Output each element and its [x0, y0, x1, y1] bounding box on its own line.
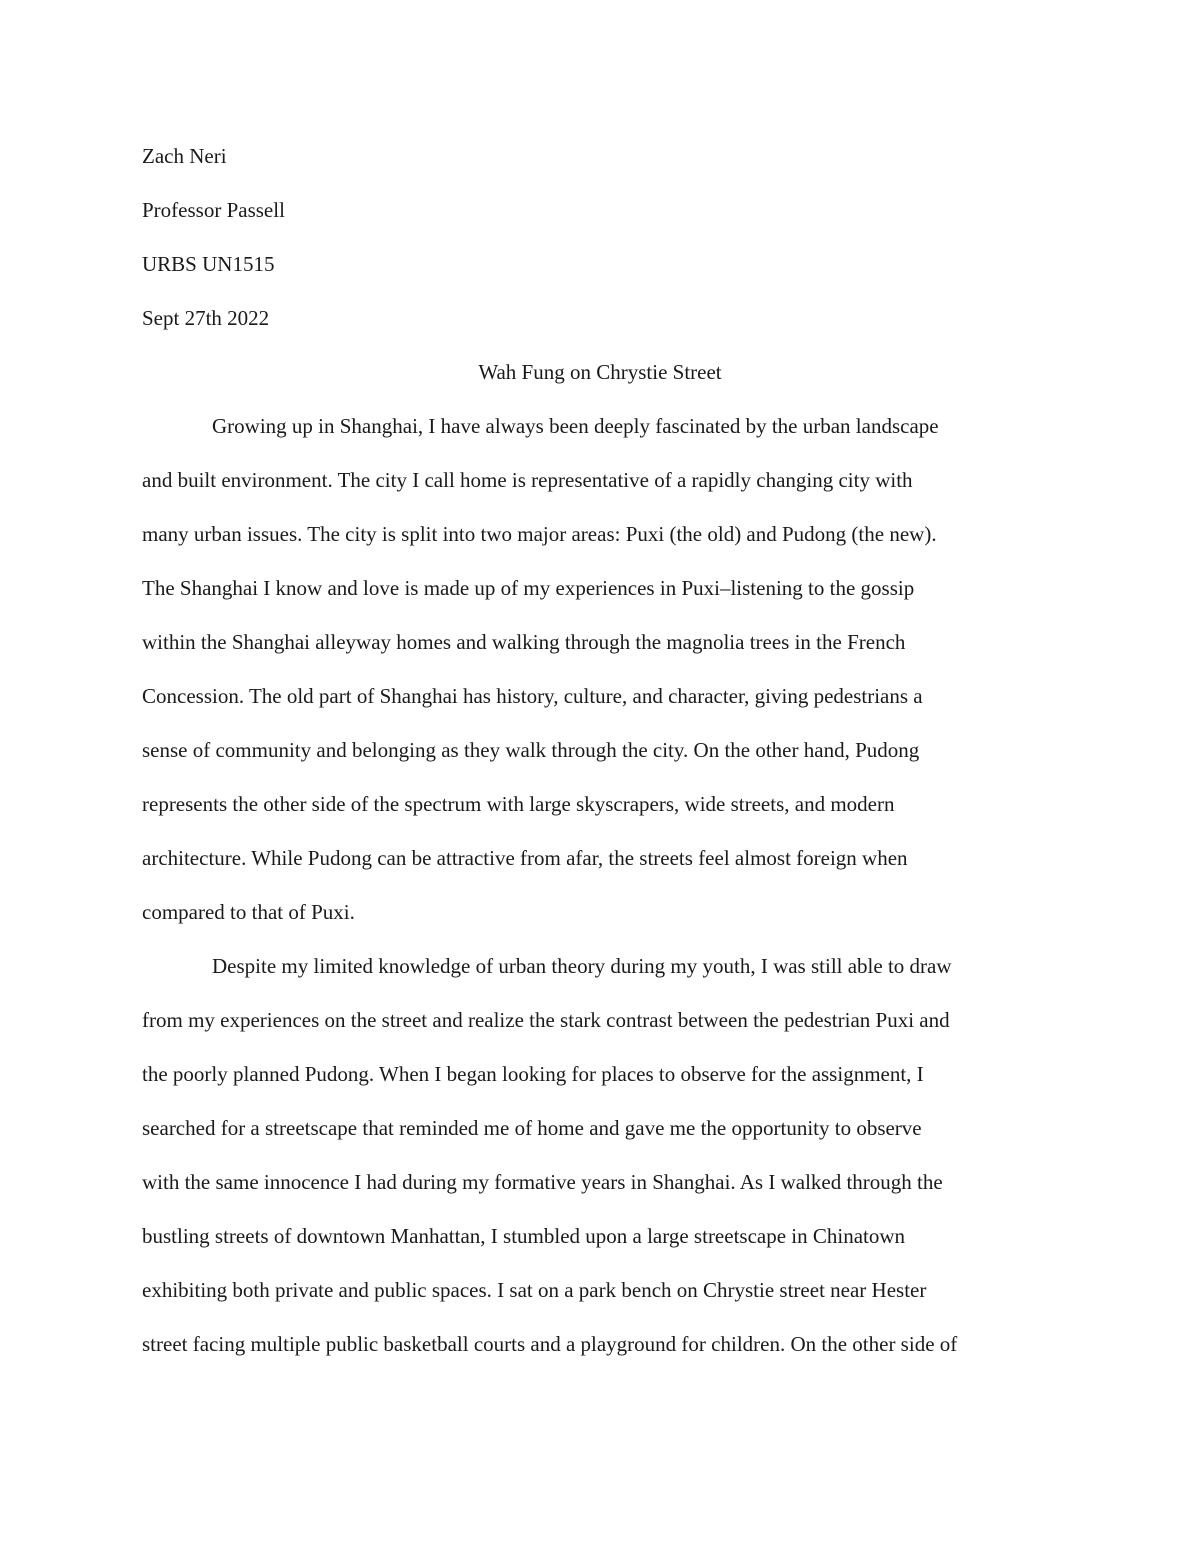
- body-line: and built environment. The city I call home is representative of a rapidly changing city with: [142, 468, 913, 492]
- body-line: architecture. While Pudong can be attractive from afar, the streets feel almost foreign when: [142, 846, 908, 870]
- body-line: represents the other side of the spectrum with large skyscrapers, wide streets, and modern: [142, 792, 895, 816]
- author-name: Zach Neri: [142, 144, 227, 168]
- body-line: The Shanghai I know and love is made up of my experiences in Puxi–listening to the gossip: [142, 576, 915, 600]
- body-line: within the Shanghai alleyway homes and walking through the magnolia trees in the French: [142, 630, 906, 654]
- body-line: bustling streets of downtown Manhattan, I stumbled upon a large streetscape in Chinatown: [142, 1224, 906, 1248]
- essay-title: Wah Fung on Chrystie Street: [478, 360, 722, 384]
- essay-date: Sept 27th 2022: [142, 306, 270, 330]
- course-code: URBS UN1515: [142, 252, 275, 276]
- body-line: Despite my limited knowledge of urban theory during my youth, I was still able to draw: [212, 954, 952, 978]
- body-line: many urban issues. The city is split into two major areas: Puxi (the old) and Pudong (the new).: [142, 522, 937, 546]
- body-line: exhibiting both private and public spaces. I sat on a park bench on Chrystie street near Hester: [142, 1278, 927, 1302]
- body-line: street facing multiple public basketball courts and a playground for children. On the other side of: [142, 1332, 958, 1356]
- body-line: Growing up in Shanghai, I have always been deeply fascinated by the urban landscape: [212, 414, 939, 438]
- body-line: sense of community and belonging as they walk through the city. On the other hand, Pudong: [142, 738, 920, 762]
- body-line: from my experiences on the street and realize the stark contrast between the pedestrian Puxi and: [142, 1008, 950, 1032]
- body-line: compared to that of Puxi.: [142, 900, 355, 924]
- professor-name: Professor Passell: [142, 198, 285, 222]
- body-line: the poorly planned Pudong. When I began looking for places to observe for the assignment, I: [142, 1062, 924, 1086]
- body-line: searched for a streetscape that reminded me of home and gave me the opportunity to observe: [142, 1116, 922, 1140]
- body-line: Concession. The old part of Shanghai has history, culture, and character, giving pedestrians a: [142, 684, 923, 708]
- body-line: with the same innocence I had during my formative years in Shanghai. As I walked through the: [142, 1170, 943, 1194]
